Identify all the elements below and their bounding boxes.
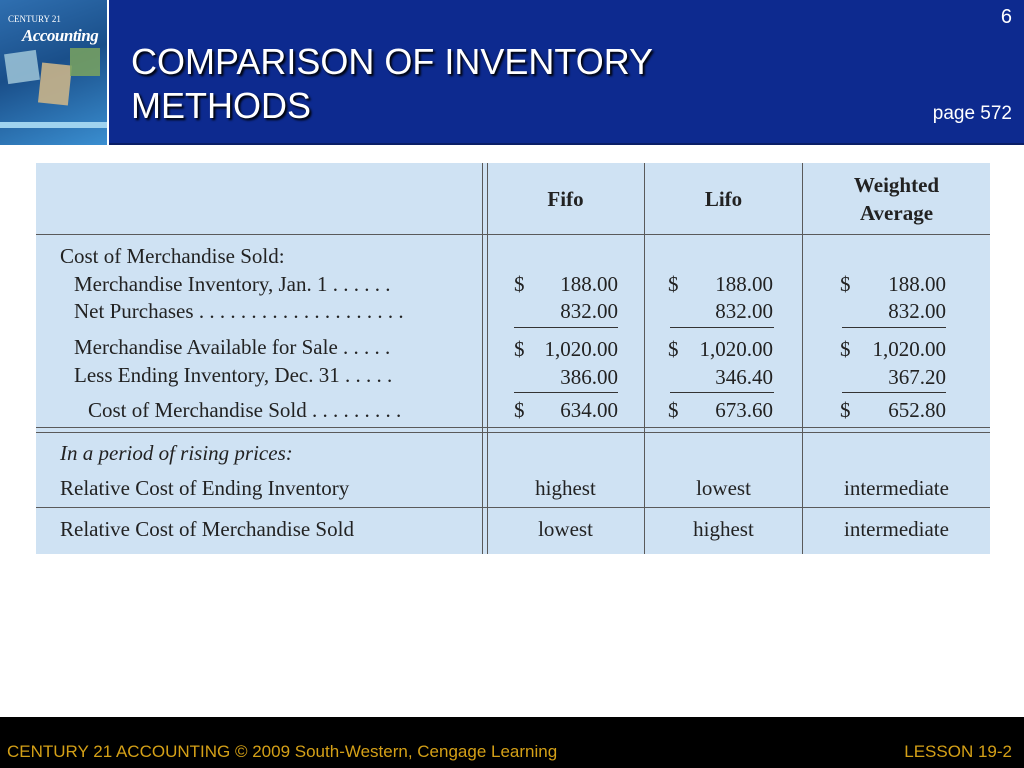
fifo-merchandise-available: 1,020.00 (544, 337, 618, 361)
wavg-net-purchases: 832.00 (888, 299, 946, 323)
dollar-sign: $ (840, 337, 851, 361)
sum-underline (842, 327, 946, 328)
dollar-sign: $ (840, 272, 851, 296)
column-header-weighted-line1: Weighted (853, 173, 940, 197)
slide-title-line1: COMPARISON OF INVENTORY (131, 41, 654, 82)
dollar-sign: $ (840, 398, 851, 422)
dollar-sign: $ (514, 398, 525, 422)
sum-underline (842, 392, 946, 393)
sum-underline (514, 392, 618, 393)
row-divider (36, 234, 990, 235)
row-label-cost-of-merchandise-sold: Cost of Merchandise Sold . . . . . . . . . (88, 398, 402, 422)
dollar-sign: $ (668, 272, 679, 296)
lifo-relative-sold: highest (693, 517, 754, 541)
cover-tile (4, 50, 40, 84)
slide-number: 6 (1000, 6, 1012, 28)
footer-copyright: CENTURY 21 ACCOUNTING © 2009 South-Western, Cengage Learning (7, 742, 558, 761)
page-reference: page 572 (932, 103, 1012, 124)
lifo-merchandise-inventory: 188.00 (715, 272, 773, 296)
row-label-merchandise-available: Merchandise Available for Sale . . . . . (74, 335, 391, 359)
row-label-ending-inventory: Less Ending Inventory, Dec. 31 . . . . . (74, 363, 393, 387)
fifo-merchandise-inventory: 188.00 (560, 272, 618, 296)
wavg-relative-sold: intermediate (844, 517, 949, 541)
footer-lesson: LESSON 19-2 (904, 742, 1012, 761)
cover-stripe (0, 122, 109, 128)
row-label-merchandise-inventory: Merchandise Inventory, Jan. 1 . . . . . . (74, 272, 391, 296)
fifo-cost-of-merchandise-sold: 634.00 (560, 398, 618, 422)
rising-prices-heading: In a period of rising prices: (60, 441, 293, 465)
slide-header (0, 0, 1024, 145)
fifo-relative-sold: lowest (538, 517, 593, 541)
sum-underline (670, 327, 774, 328)
inventory-comparison-table (36, 163, 990, 554)
wavg-merchandise-available: 1,020.00 (872, 337, 946, 361)
lifo-relative-ending: lowest (696, 476, 751, 500)
cover-series-text: CENTURY 21 (8, 14, 61, 24)
lifo-ending-inventory: 346.40 (715, 365, 773, 389)
row-label-relative-merchandise-sold: Relative Cost of Merchandise Sold (60, 517, 354, 541)
column-header-weighted-line2: Average (859, 201, 934, 225)
wavg-ending-inventory: 367.20 (888, 365, 946, 389)
lifo-net-purchases: 832.00 (715, 299, 773, 323)
slide-footer (0, 717, 1024, 768)
wavg-relative-ending: intermediate (844, 476, 949, 500)
lifo-cost-of-merchandise-sold: 673.60 (715, 398, 773, 422)
textbook-cover-image (0, 0, 109, 145)
column-header-weighted-average (803, 171, 990, 227)
cover-tile (38, 63, 72, 106)
sum-underline (514, 327, 618, 328)
column-header-fifo: Fifo (547, 187, 584, 211)
fifo-ending-inventory: 386.00 (560, 365, 618, 389)
row-label-relative-ending-inventory: Relative Cost of Ending Inventory (60, 476, 350, 500)
row-label-net-purchases: Net Purchases . . . . . . . . . . . . . . . . . . . . (74, 299, 404, 323)
fifo-net-purchases: 832.00 (560, 299, 618, 323)
lifo-merchandise-available: 1,020.00 (699, 337, 773, 361)
dollar-sign: $ (514, 272, 525, 296)
wavg-merchandise-inventory: 188.00 (888, 272, 946, 296)
slide-title (131, 40, 771, 128)
dollar-sign: $ (668, 337, 679, 361)
column-header-lifo: Lifo (704, 187, 743, 211)
sum-underline (670, 392, 774, 393)
fifo-relative-ending: highest (535, 476, 596, 500)
row-divider (36, 427, 990, 433)
row-divider (36, 507, 990, 508)
section-heading: Cost of Merchandise Sold: (60, 244, 285, 268)
cover-brand-text: Accounting (22, 26, 99, 45)
dollar-sign: $ (514, 337, 525, 361)
slide-title-line2: METHODS (131, 85, 311, 126)
dollar-sign: $ (668, 398, 679, 422)
wavg-cost-of-merchandise-sold: 652.80 (888, 398, 946, 422)
cover-tile (70, 48, 100, 76)
